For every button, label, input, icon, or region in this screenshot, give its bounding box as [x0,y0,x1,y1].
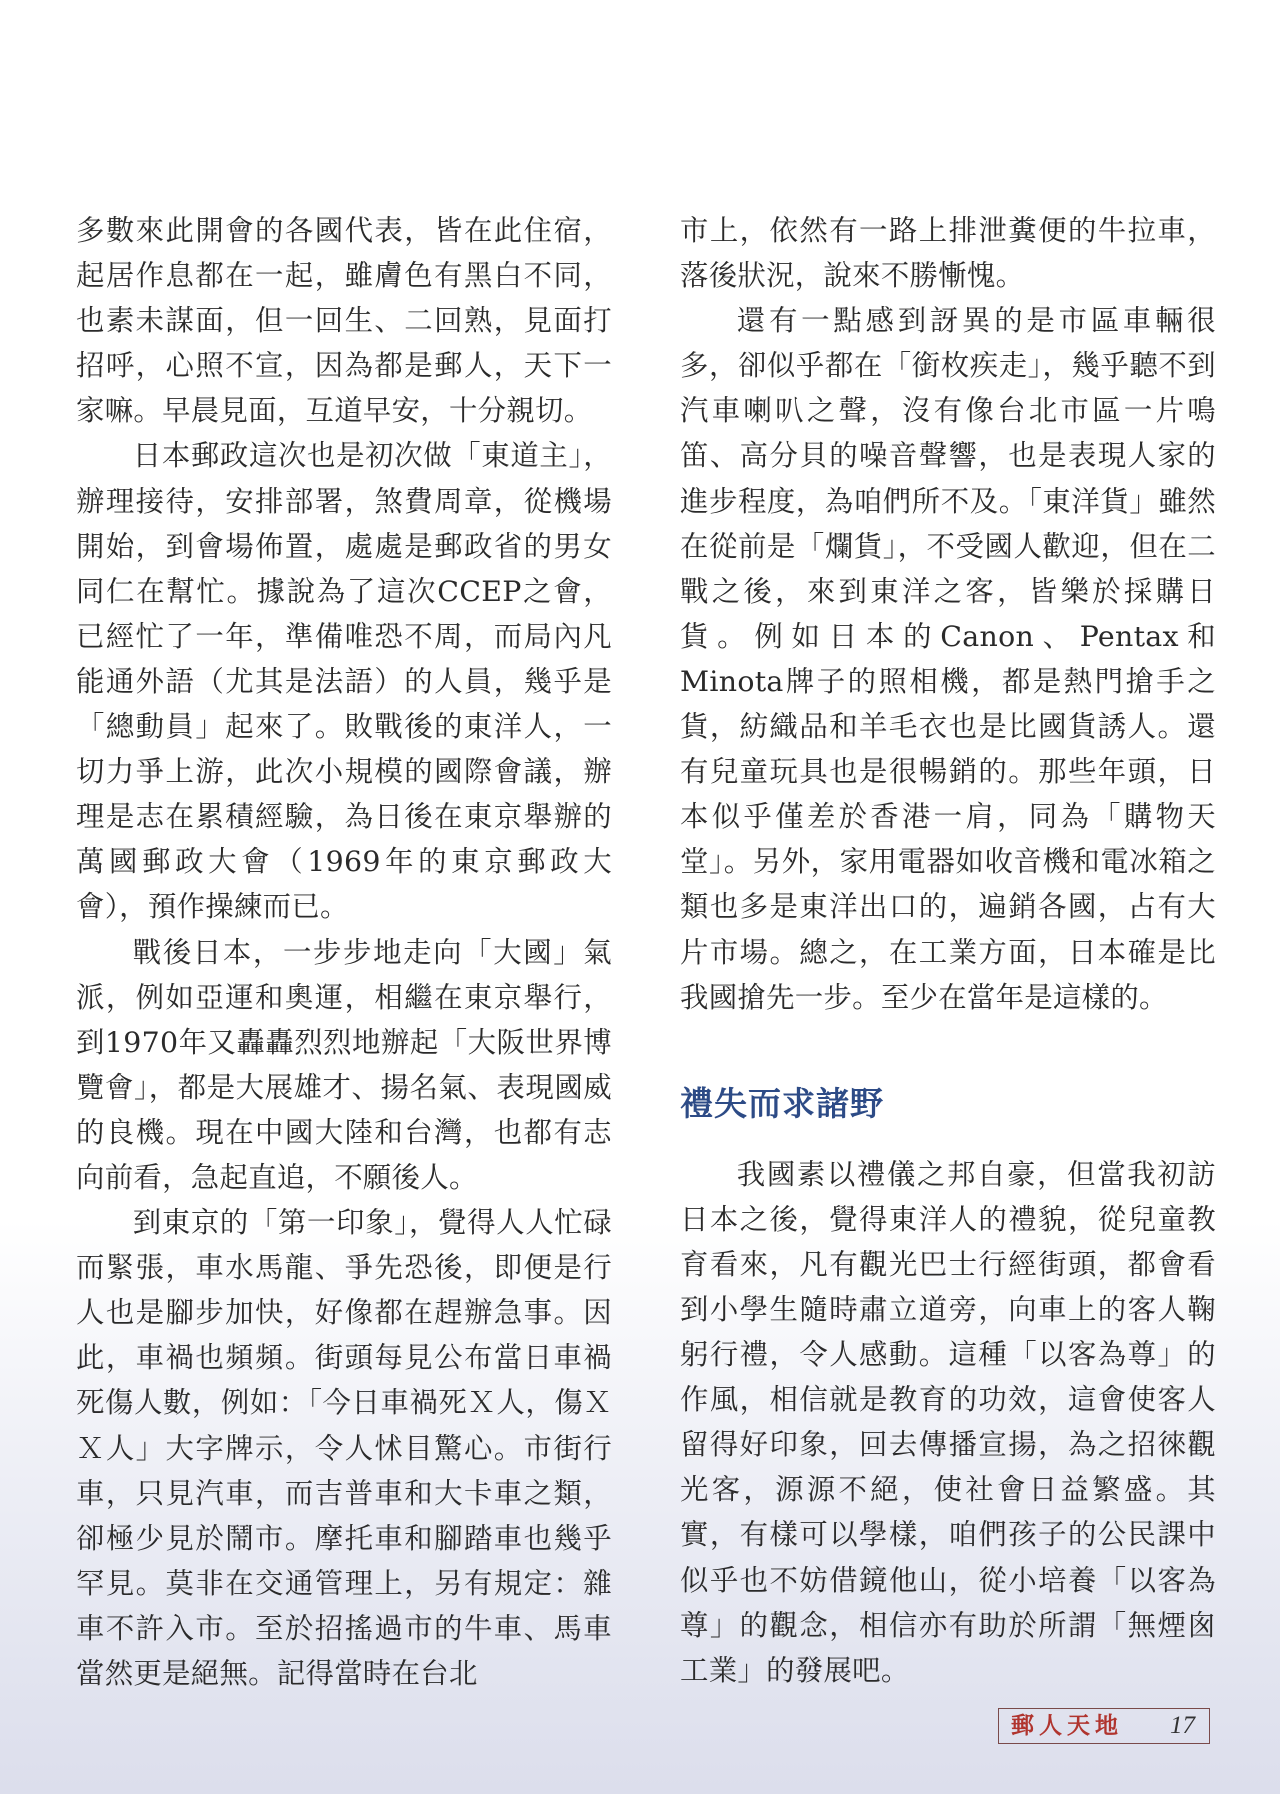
section-heading: 禮失而求諸野 [680,1083,884,1123]
body-paragraph: 市上，依然有一路上排泄糞便的牛拉車，落後狀況，說來不勝慚愧。 [680,214,1216,293]
body-paragraph: 戰後日本，一步步地走向「大國」氣派，例如亞運和奧運，相繼在東京舉行，到1970年又轟轟烈烈地辦起「大阪世界博覽會」，都是大展雄才、揚名氣、表現國威的良機。現在中國大陸和台灣，也都有志向前看，急起直追，不願後人。 [76,935,612,1194]
body-paragraph: 到東京的「第一印象」，覺得人人忙碌而緊張，車水馬龍、爭先恐後，即便是行人也是腳步加快，好像都在趕辦急事。因此，車禍也頻頻。街頭每見公布當日車禍死傷人數，例如：「今日車禍死Ｘ人，傷ＸＸ人」大字牌示，令人怵目驚心。市街行車，只見汽車，而吉普車和大卡車之類，卻極少見於鬧市。摩托車和腳踏車也幾乎罕見。莫非在交通管理上，另有規定：雜車不許入市。至於招搖過市的牛車、馬車當然更是絕無。記得當時在台北 [76,1206,612,1690]
body-paragraph: 多數來此開會的各國代表，皆在此住宿，起居作息都在一起，雖膚色有黑白不同，也素未謀面，但一回生、二回熟，見面打招呼，心照不宣，因為都是郵人，天下一家嘛。早晨見面，互道早安，十分親切。 [76,214,612,428]
body-paragraph: 還有一點感到訝異的是市區車輛很多，卻似乎都在「銜枚疾走」，幾乎聽不到汽車喇叭之聲，沒有像台北市區一片鳴笛、高分貝的噪音聲響，也是表現人家的進步程度，為咱們所不及。「東洋貨」雖然在從前是「爛貨」，不受國人歡迎，但在二戰之後，來到東洋之客，皆樂於採購日貨。例如日本的Canon、Pentax和Minota牌子的照相機，都是熱門搶手之貨，紡織品和羊毛衣也是比國貨誘人。還有兒童玩具也是很暢銷的。那些年頭，日本似乎僅差於香港一肩，同為「購物天堂」。另外，家用電器如收音機和電冰箱之類也多是東洋出口的，遍銷各國，占有大片市場。總之，在工業方面，日本確是比我國搶先一步。至少在當年是這樣的。 [680,304,1216,1014]
body-paragraph: 日本郵政這次也是初次做「東道主」，辦理接待，安排部署，煞費周章，從機場開始，到會場佈置，處處是郵政省的男女同仁在幫忙。據說為了這次CCEP之會，已經忙了一年，準備唯恐不周，而局內凡能通外語（尤其是法語）的人員，幾乎是「總動員」起來了。敗戰後的東洋人，一切力爭上游，此次小規模的國際會議，辦理是志在累積經驗，為日後在東京舉辦的萬國郵政大會（1969年的東京郵政大會），預作操練而已。 [76,439,612,924]
body-paragraph: 我國素以禮儀之邦自豪，但當我初訪日本之後，覺得東洋人的禮貌，從兒童教育看來，凡有觀光巴士行經街頭，都會看到小學生隨時肅立道旁，向車上的客人鞠躬行禮，令人感動。這種「以客為尊」的作風，相信就是教育的功效，這會使客人留得好印象，回去傳播宣揚，為之招徠觀光客，源源不絕，使社會日益繁盛。其實，有樣可以學樣，咱們孩子的公民課中似乎也不妨借鏡他山，從小培養「以客為尊」的觀念，相信亦有助於所謂「無煙囪工業」的發展吧。 [680,1157,1216,1687]
page-footer [998,1708,1210,1744]
left-column [76,208,612,1696]
right-column [680,208,1216,1693]
page-number: 17 [1170,1712,1195,1739]
magazine-name: 郵人天地 [1011,1712,1123,1739]
